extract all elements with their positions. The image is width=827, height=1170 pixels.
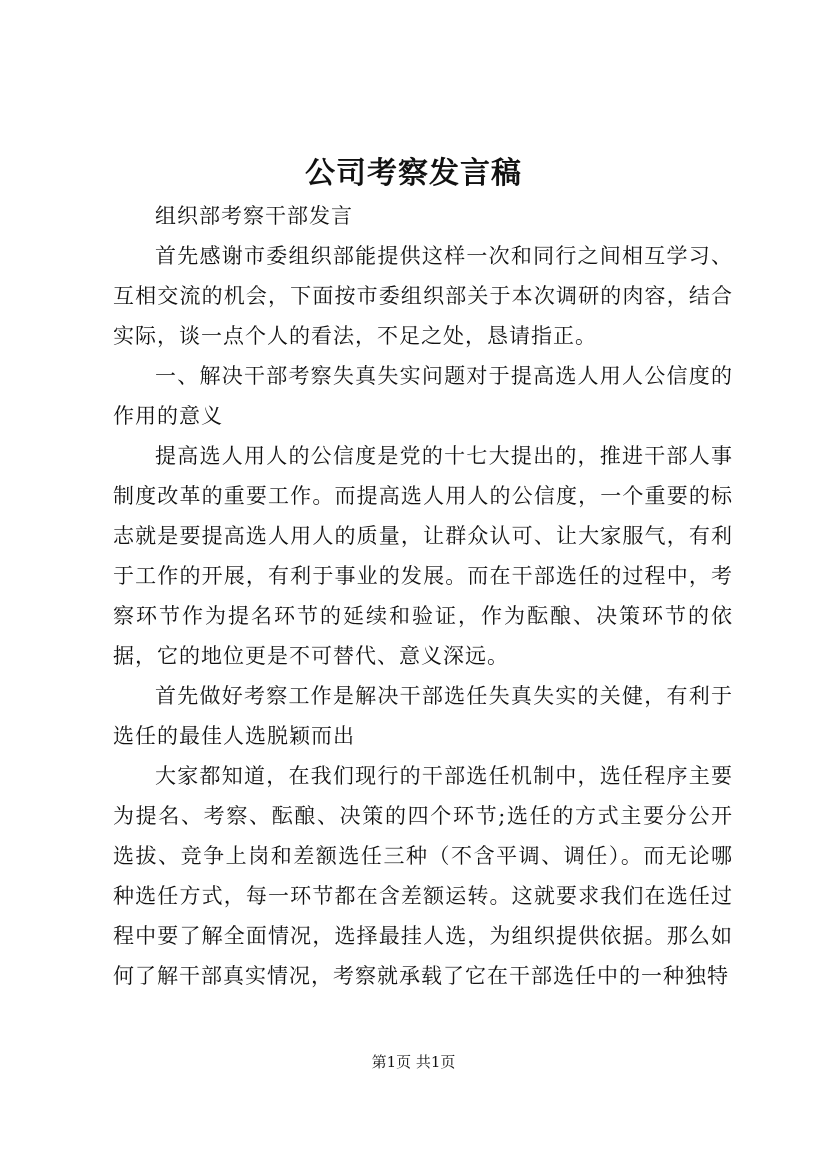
paragraph-subheading: 组织部考察干部发言 <box>155 204 353 228</box>
document-body <box>113 196 733 996</box>
paragraph-section-heading: 一、解决干部考察失真失实问题对于提高选人用人公信度的作用的意义 <box>113 364 733 428</box>
paragraph-opening: 首先感谢市委组织部能提供这样一次和同行之间相互学习、互相交流的机会，下面按市委组织部关于本次调研的肉容，结合实际，谈一点个人的看法，不足之处，恳请指正。 <box>113 244 733 348</box>
page-footer: 第1页 共1页 <box>371 1053 456 1071</box>
document-title: 公司考察发言稿 <box>305 156 522 191</box>
paragraph-body: 提高选人用人的公信度是党的十七大提出的，推进干部人事制度改革的重要工作。而提高选人用人的公信度，一个重要的标志就是要提高选人用人的质量，让群众认可、让大家服气，有利于工作的开展，有利于事业的发展。而在干部选任的过程中，考察环节作为提名环节的延续和验证，作为酝酿、决策环节的依据，它的地位更是不可替代、意义深远。 <box>113 444 733 668</box>
paragraph-point-heading: 首先做好考察工作是解决干部选任失真失实的关健，有利于选任的最佳人选脱颖而出 <box>113 684 733 748</box>
paragraph-body: 大家都知道，在我们现行的干部选任机制中，选任程序主要为提名、考察、酝酿、决策的四个环节;选任的方式主要分公开选拔、竞争上岗和差额选任三种（不含平调、调任）。而无论哪种选任方式，每一环节都在含差额运转。这就要求我们在选任过程中要了解全面情况，选择最挂人选，为组织提供依据。那么如何了解干部真实情况，考察就承载了它在干部选任中的一种独特 <box>113 764 733 988</box>
